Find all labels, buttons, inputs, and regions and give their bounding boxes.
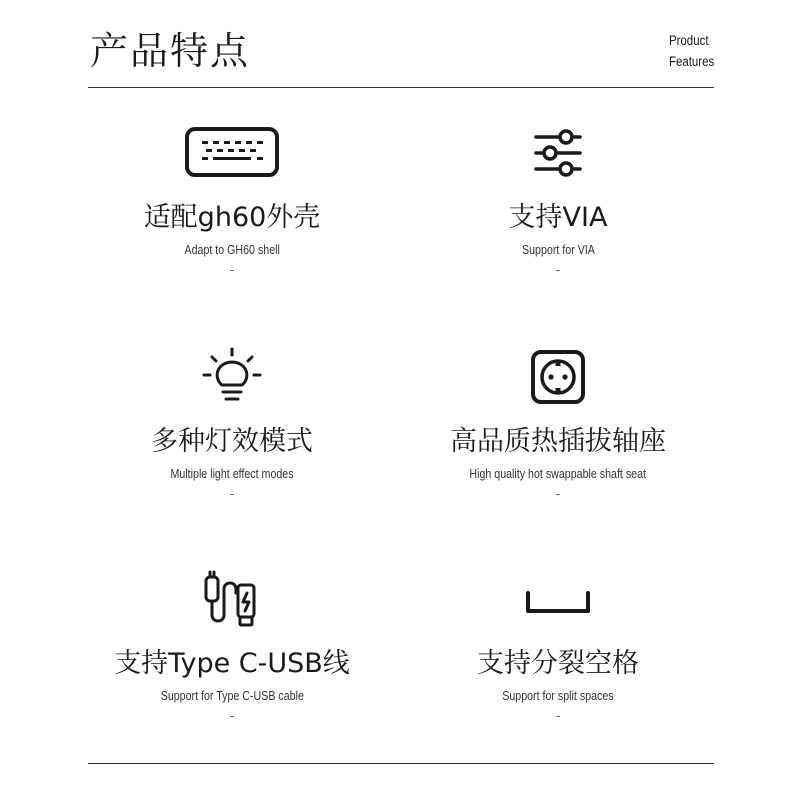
feature-title-en: Support for split spaces [502, 688, 614, 703]
feature-title-cn: 支持分裂空格 [477, 648, 639, 679]
bottom-divider [88, 763, 714, 764]
feature-title-en: Support for Type C-USB cable [160, 688, 304, 703]
page-subtitle [669, 30, 714, 72]
feature-dash: - [555, 487, 561, 501]
socket-icon [408, 342, 708, 412]
feature-gh60-shell [82, 118, 382, 278]
feature-dash: - [555, 709, 561, 723]
feature-title-en: High quality hot swappable shaft seat [469, 466, 647, 481]
feature-hot-swap [408, 342, 708, 502]
page-title: 产品特点 [90, 29, 251, 73]
feature-title-en: Adapt to GH60 shell [184, 242, 280, 257]
spacebar-icon [408, 564, 708, 634]
feature-dash: - [229, 487, 235, 501]
lightbulb-icon [82, 342, 382, 412]
feature-via [408, 118, 708, 278]
sliders-icon [408, 118, 708, 188]
feature-light-modes [82, 342, 382, 502]
feature-title-cn: 支持VIA [508, 202, 608, 233]
feature-dash: - [229, 263, 235, 277]
feature-title-cn: 支持Type C-USB线 [114, 648, 350, 679]
feature-title-cn: 多种灯效模式 [151, 426, 313, 457]
feature-title-cn: 适配gh60外壳 [143, 202, 321, 233]
top-divider [88, 87, 714, 88]
subtitle-line-2: Features [668, 53, 714, 69]
feature-title-cn: 高品质热插拔轴座 [450, 426, 666, 457]
feature-split-space [408, 564, 708, 724]
feature-dash: - [555, 263, 561, 277]
feature-title-en: Support for VIA [521, 242, 595, 257]
feature-title-en: Multiple light effect modes [170, 466, 294, 481]
usb-c-cable-icon [82, 564, 382, 634]
subtitle-line-1: Product [668, 32, 709, 48]
feature-usb-c [82, 564, 382, 724]
feature-dash: - [229, 709, 235, 723]
keyboard-icon [82, 118, 382, 188]
